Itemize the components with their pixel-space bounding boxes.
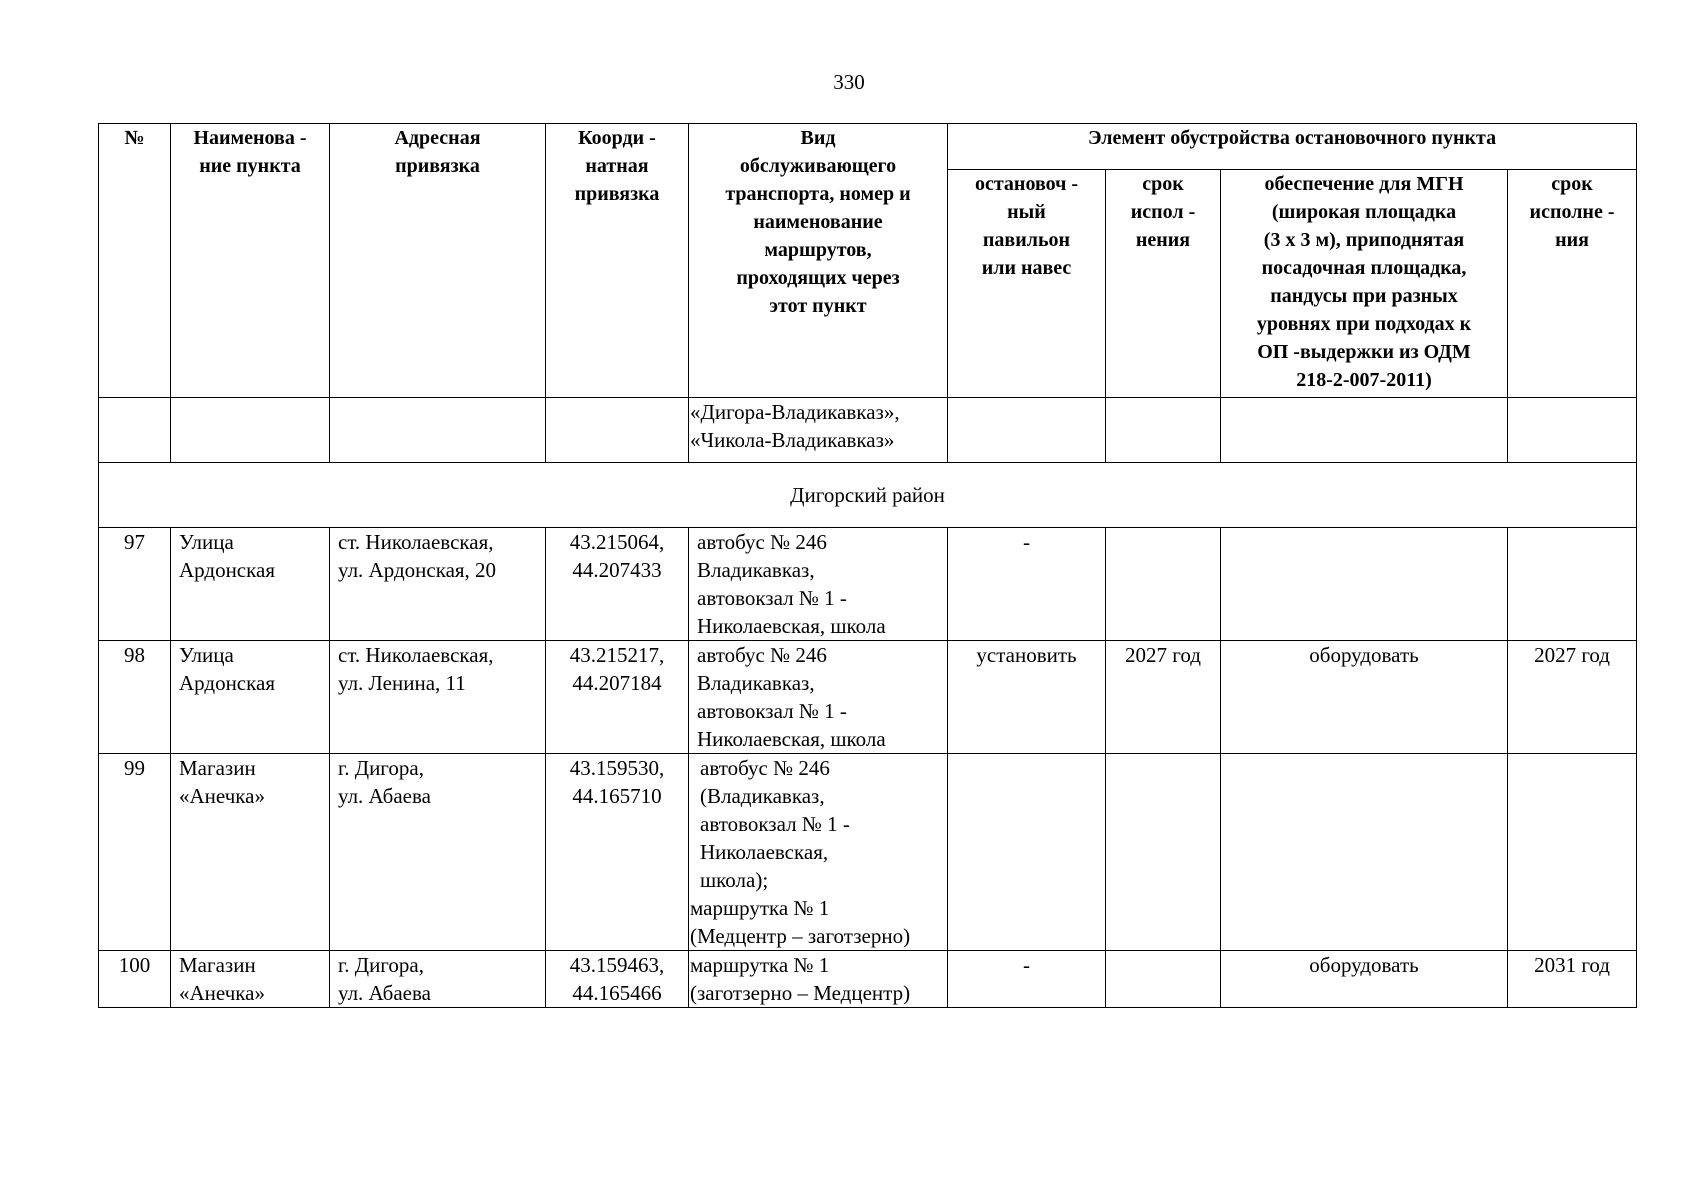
table-row (99, 528, 1637, 641)
cell-term1 (1106, 754, 1221, 951)
cell-transport: автобус № 246 (Владикавказ, автовокзал № 1 - Николаевская, школа); маршрутка № 1 (Медцентр – заготзерно) (689, 754, 948, 951)
table-row-district (99, 463, 1637, 528)
cell-coords: 43.159530, 44.165710 (546, 754, 689, 951)
cell-no: 100 (99, 951, 171, 1008)
cell-term2 (1508, 528, 1637, 641)
cell-term2: 2027 год (1508, 641, 1637, 754)
cell-mgn (1221, 754, 1508, 951)
header-mgn: обеспечение для МГН (широкая площадка (3 х 3 м), приподнятая посадочная площадка, пандусы при разных уровнях при подходах к ОП -выдержки из ОДМ 218-2-007-2011) (1221, 170, 1508, 398)
cell-term1 (1106, 951, 1221, 1008)
cell-pavilion (948, 754, 1106, 951)
cell-transport: маршрутка № 1 (заготзерно – Медцентр) (689, 951, 948, 1008)
header-coords: Коорди - натная привязка (546, 124, 689, 398)
cell-transport: «Дигора-Владикавказ», «Чикола-Владикавказ» (689, 398, 948, 463)
cell-mgn: оборудовать (1221, 641, 1508, 754)
table-row (99, 951, 1637, 1008)
table-row (99, 641, 1637, 754)
cell-transport: автобус № 246 Владикавказ, автовокзал № 1 - Николаевская, школа (689, 528, 948, 641)
cell-pavilion: установить (948, 641, 1106, 754)
cell-name: Улица Ардонская (171, 641, 330, 754)
cell-address: г. Дигора, ул. Абаева (330, 951, 546, 1008)
cell-address: г. Дигора, ул. Абаева (330, 754, 546, 951)
table-row (99, 754, 1637, 951)
district-heading: Дигорский район (99, 463, 1637, 528)
cell-name: Улица Ардонская (171, 528, 330, 641)
table-row-continuation (99, 398, 1637, 463)
cell-pavilion: - (948, 528, 1106, 641)
cell-no: 97 (99, 528, 171, 641)
cell-name: Магазин «Анечка» (171, 951, 330, 1008)
cell-name: Магазин «Анечка» (171, 754, 330, 951)
header-pavilion: остановоч - ный павильон или навес (948, 170, 1106, 398)
cell-transport: автобус № 246 Владикавказ, автовокзал № 1 - Николаевская, школа (689, 641, 948, 754)
cell-no: 98 (99, 641, 171, 754)
cell-address: ст. Николаевская, ул. Ленина, 11 (330, 641, 546, 754)
header-address: Адресная привязка (330, 124, 546, 398)
cell-term1 (1106, 528, 1221, 641)
header-transport: Вид обслуживающего транспорта, номер и наименование маршрутов, проходящих через этот пункт (689, 124, 948, 398)
header-no: № (99, 124, 171, 398)
cell-address: ст. Николаевская, ул. Ардонская, 20 (330, 528, 546, 641)
cell-coords: 43.159463, 44.165466 (546, 951, 689, 1008)
bus-stops-table (98, 123, 1637, 1008)
cell-term1: 2027 год (1106, 641, 1221, 754)
page-number: 330 (833, 70, 865, 94)
cell-mgn: оборудовать (1221, 951, 1508, 1008)
cell-coords: 43.215217, 44.207184 (546, 641, 689, 754)
cell-term2 (1508, 754, 1637, 951)
header-term2: срок исполне - ния (1508, 170, 1637, 398)
header-term1: срок испол - нения (1106, 170, 1221, 398)
header-name: Наименова - ние пункта (171, 124, 330, 398)
cell-pavilion: - (948, 951, 1106, 1008)
cell-mgn (1221, 528, 1508, 641)
header-group: Элемент обустройства остановочного пункта (948, 124, 1637, 170)
cell-no: 99 (99, 754, 171, 951)
cell-coords: 43.215064, 44.207433 (546, 528, 689, 641)
cell-term2: 2031 год (1508, 951, 1637, 1008)
